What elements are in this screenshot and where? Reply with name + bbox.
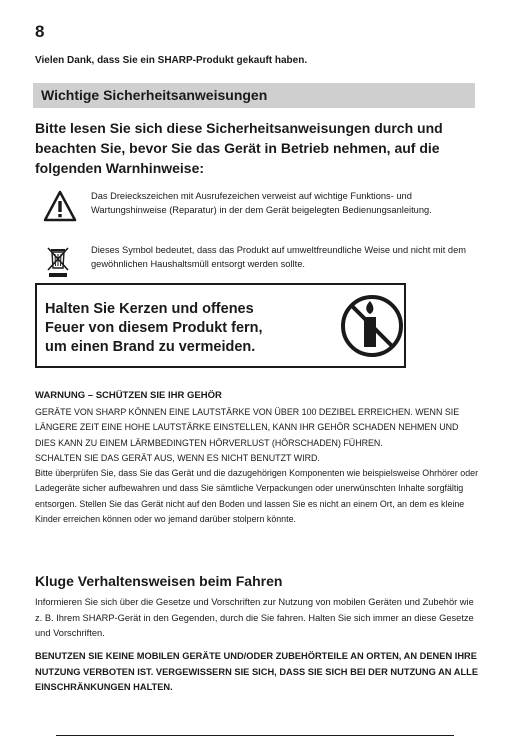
driving-paragraph: Informieren Sie sich über die Gesetze und Vorschriften zur Nutzung von mobilen Geräten und Zubehör wie z. B. Ihrem SHARP-Gerät in den Gegenden, durch die Sie fahren. Halten Sie sich immer an diese Gesetze und Vorschriften.: [35, 597, 474, 638]
warning-triangle-icon: [43, 190, 77, 227]
footer-rule: [56, 735, 454, 736]
symbol-description-warning: Das Dreieckszeichen mit Ausrufezeichen verweist auf wichtige Funktions- und Wartungshinweise (Reparatur) in der dem Gerät beigelegten Bedienungsanleitung.: [91, 191, 432, 215]
thank-you-line: Vielen Dank, dass Sie ein SHARP-Produkt gekauft haben.: [35, 55, 308, 66]
driving-heading: Kluge Verhaltensweisen beim Fahren: [35, 573, 283, 589]
symbol-description-weee: Dieses Symbol bedeutet, dass das Produkt auf umweltfreundliche Weise und nicht mit dem gewöhnlichen Haushaltsmüll entsorgt werden sollte.: [91, 245, 466, 269]
safety-intro: Bitte lesen Sie sich diese Sicherheitsanweisungen durch und beachten Sie, bevor Sie das Gerät in Betrieb nehmen, auf die folgenden Warnhinweise:: [35, 120, 443, 176]
hearing-paragraph: SCHALTEN SIE DAS GERÄT AUS, WENN ES NICHT BENUTZT WIRD.: [35, 452, 320, 463]
page-number: 8: [35, 22, 45, 41]
hearing-paragraph: GERÄTE VON SHARP KÖNNEN EINE LAUTSTÄRKE VON ÜBER 100 DEZIBEL ERREICHEN. WENN SIE LÄNGERE ZEIT EINE HOHE LAUTSTÄRKE EINSTELLEN, KANN IHR GEHÖR SCHADEN NEHMEN UND DIES KANN ZU EINEM LÄRMBEDINGTEN HÖRVERLUST (HÖRSCHADEN) FÜHREN.: [35, 407, 460, 448]
candle-warning-text: Halten Sie Kerzen und offenes Feuer von diesem Produkt fern, um einen Brand zu vermeiden.: [45, 301, 263, 355]
safety-section-heading: Wichtige Sicherheitsanweisungen: [33, 83, 475, 108]
crossed-out-bin-icon: [43, 244, 73, 283]
candle-warning-box: [35, 283, 406, 368]
hearing-warning-body: [35, 405, 480, 527]
driving-bold-paragraph: BENUTZEN SIE KEINE MOBILEN GERÄTE UND/ODER ZUBEHÖRTEILE AN ORTEN, AN DENEN IHRE NUTZUNG VERBOTEN IST. VERGEWISSERN SIE SICH, DASS SIE SICH BEI DER NUTZUNG AN ALLE EINSCHRÄNKUNGEN HALTEN.: [35, 651, 479, 692]
no-candle-icon: [339, 292, 405, 365]
hearing-paragraph: Bitte überprüfen Sie, dass Sie das Gerät und die dazugehörigen Komponenten wie beispielsweise Ohrhörer oder Ladegeräte sicher aufbewahren und dass Sie sämtliche Verpackungen oder unerwünschten Inhalte sorgfältig entsorgen. Stellen Sie das Gerät nicht auf den Boden und lassen Sie es nicht an einem Ort, an dem es kleine Kinder erreichen können oder wo jemand darüber stolpern könnte.: [35, 468, 479, 525]
hearing-warning-title: WARNUNG – SCHÜTZEN SIE IHR GEHÖR: [35, 390, 222, 401]
